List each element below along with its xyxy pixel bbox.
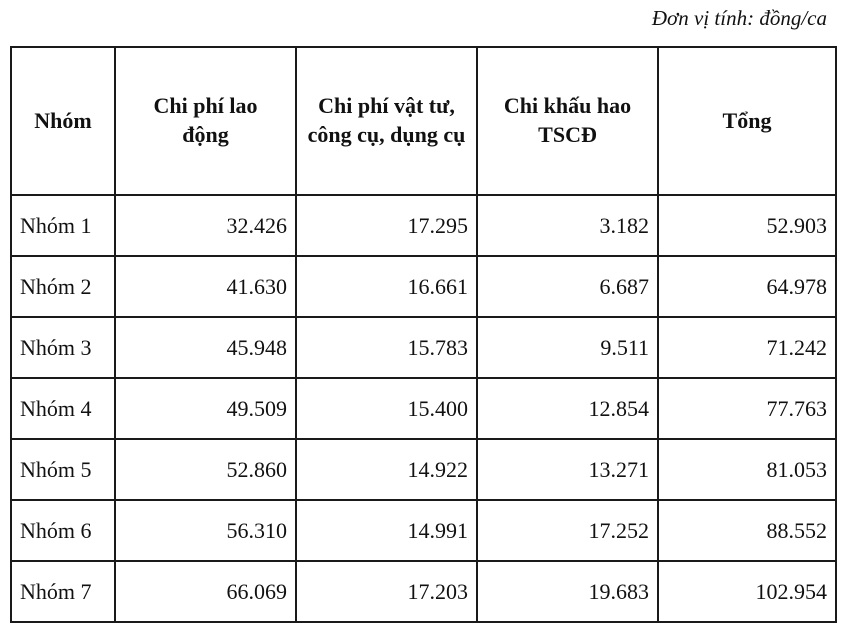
total-cell: 88.552 [658,500,836,561]
labor-cost-cell: 56.310 [115,500,296,561]
material-cost-cell: 17.295 [296,195,477,256]
unit-note: Đơn vị tính: đồng/ca [651,6,827,30]
material-cost-cell: 16.661 [296,256,477,317]
header-group: Nhóm [11,47,115,195]
header-material-cost: Chi phí vật tư, công cụ, dụng cụ [296,47,477,195]
total-cell: 71.242 [658,317,836,378]
depreciation-cell: 13.271 [477,439,658,500]
total-cell: 102.954 [658,561,836,622]
total-cell: 81.053 [658,439,836,500]
group-cell: Nhóm 7 [11,561,115,622]
material-cost-cell: 14.991 [296,500,477,561]
cost-table [10,46,837,623]
header-row [11,47,836,195]
group-cell: Nhóm 4 [11,378,115,439]
material-cost-cell: 15.783 [296,317,477,378]
labor-cost-cell: 49.509 [115,378,296,439]
table-row [11,195,836,256]
total-cell: 77.763 [658,378,836,439]
table-row [11,500,836,561]
labor-cost-cell: 45.948 [115,317,296,378]
labor-cost-cell: 32.426 [115,195,296,256]
depreciation-cell: 17.252 [477,500,658,561]
group-cell: Nhóm 1 [11,195,115,256]
material-cost-cell: 14.922 [296,439,477,500]
labor-cost-cell: 66.069 [115,561,296,622]
total-cell: 64.978 [658,256,836,317]
material-cost-cell: 15.400 [296,378,477,439]
table-row [11,561,836,622]
depreciation-cell: 12.854 [477,378,658,439]
depreciation-cell: 9.511 [477,317,658,378]
table-row [11,317,836,378]
table-row [11,256,836,317]
labor-cost-cell: 41.630 [115,256,296,317]
total-cell: 52.903 [658,195,836,256]
group-cell: Nhóm 2 [11,256,115,317]
table-row [11,439,836,500]
depreciation-cell: 3.182 [477,195,658,256]
labor-cost-cell: 52.860 [115,439,296,500]
header-depreciation: Chi khấu hao TSCĐ [477,47,658,195]
material-cost-cell: 17.203 [296,561,477,622]
table-row [11,378,836,439]
depreciation-cell: 6.687 [477,256,658,317]
group-cell: Nhóm 6 [11,500,115,561]
header-total: Tổng [658,47,836,195]
header-labor-cost: Chi phí lao động [115,47,296,195]
group-cell: Nhóm 5 [11,439,115,500]
depreciation-cell: 19.683 [477,561,658,622]
group-cell: Nhóm 3 [11,317,115,378]
